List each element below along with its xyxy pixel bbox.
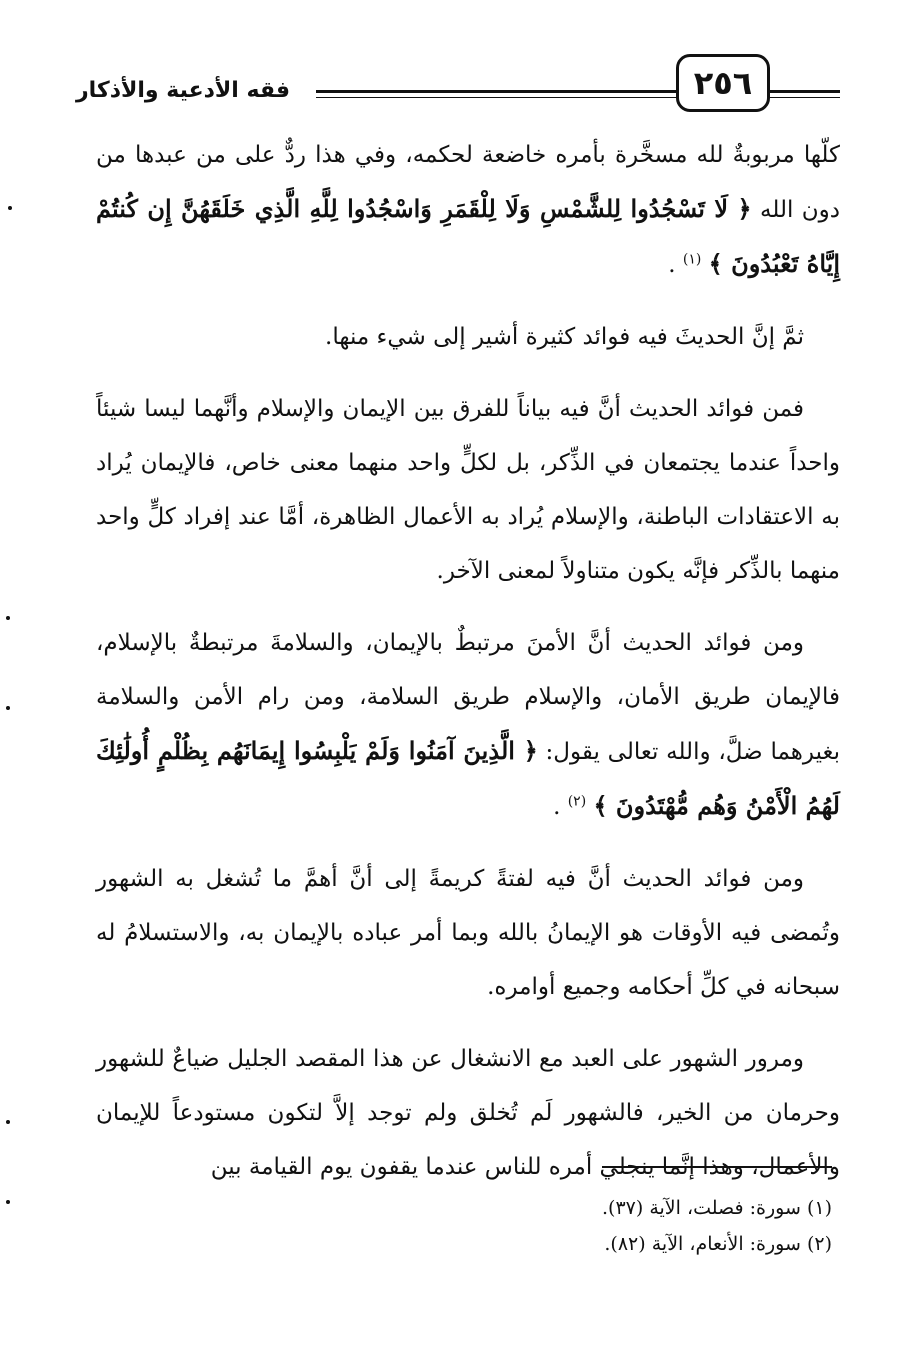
scan-speck [6, 1200, 10, 1204]
page-header [76, 50, 846, 120]
footnote-reference: (١) [682, 251, 702, 268]
book-title: فقه الأدعية والأذكار [76, 78, 291, 103]
footnotes [400, 1190, 832, 1262]
paragraph-text: ومن فوائد الحديث أنَّ الأمنَ مرتبطٌ بالإيمان، والسلامةَ مرتبطةٌ بالإسلام، فالإيمان طريق الأمان، والإسلام طريق السلامة، ومن رام الأمن والسلامة بغيرهما ضلَّ، والله تعالى يقول: [96, 630, 841, 765]
paragraph-2: ثمَّ إنَّ الحديثَ فيه فوائد كثيرة أشير إلى شيء منها. [325, 324, 804, 350]
footnote-2: (٢) سورة: الأنعام، الآية (٨٢). [604, 1233, 832, 1255]
scan-speck [6, 616, 10, 620]
footnote-1: (١) سورة: فصلت، الآية (٣٧). [602, 1197, 832, 1219]
paragraph-text: . [668, 252, 676, 278]
page-number: ٢٥٦ [676, 54, 770, 112]
quran-verse: ﴿ لَا تَسْجُدُوا لِلشَّمْسِ وَلَا لِلْقَمَرِ وَاسْجُدُوا لِلَّهِ الَّذِي خَلَقَهُنَّ إِن كُنتُمْ إِيَّاهُ تَعْبُدُونَ ﴾ [96, 194, 840, 278]
page-body [96, 128, 840, 1212]
footnote-reference: (٢) [567, 793, 587, 810]
quran-verse: ﴿ الَّذِينَ آمَنُوا وَلَمْ يَلْبِسُوا إِيمَانَهُم بِظُلْمٍ أُولَٰئِكَ لَهُمُ الْأَمْنُ وَهُم مُّهْتَدُونَ ﴾ [96, 736, 840, 820]
scan-speck [6, 706, 10, 710]
header-rule-right [768, 90, 840, 93]
scan-speck [8, 206, 12, 210]
paragraph-3: فمن فوائد الحديث أنَّ فيه بياناً للفرق بين الإيمان والإسلام وأنَّهما ليسا شيئاً واحداً عندما يجتمعان في الذِّكر، بل لكلٍّ واحد منهما معنى خاص، فالإيمان يُراد به الاعتقادات الباطنة، والإسلام يُراد به الأعمال الظاهرة، أمَّا عند إفراد كلٍّ واحد منهما بالذِّكر فإنَّه يكون متناولاً لمعنى الآخر. [96, 396, 840, 584]
footnote-separator [602, 1166, 832, 1168]
paragraph-5: ومن فوائد الحديث أنَّ فيه لفتةً كريمةً إلى أنَّ أهمَّ ما تُشغل به الشهور وتُمضى فيه الأوقات هو الإيمانُ بالله وبما أمر عباده بالإيمان به، والاستسلامُ له سبحانه في كلِّ أحكامه وجميع أوامره. [96, 866, 840, 1000]
paragraph-4 [96, 616, 840, 834]
scan-speck [6, 1120, 10, 1124]
paragraph-text: . [553, 794, 561, 820]
paragraph-6: ومرور الشهور على العبد مع الانشغال عن هذا المقصد الجليل ضياعٌ للشهور وحرمان من الخير، فالشهور لَم تُخلق ولم توجد إلاَّ لتكون مستودعاً للإيمان والأعمال، وهذا إنَّما ينجلي أمره للناس عندما يقفون يوم القيامة بين [96, 1046, 840, 1180]
paragraph-text: كلّها مربوبةٌ لله مسخَّرة بأمره خاضعة لحكمه، وفي هذا ردٌّ على من عبدها من دون الله [96, 142, 840, 223]
paragraph-1 [96, 128, 840, 292]
